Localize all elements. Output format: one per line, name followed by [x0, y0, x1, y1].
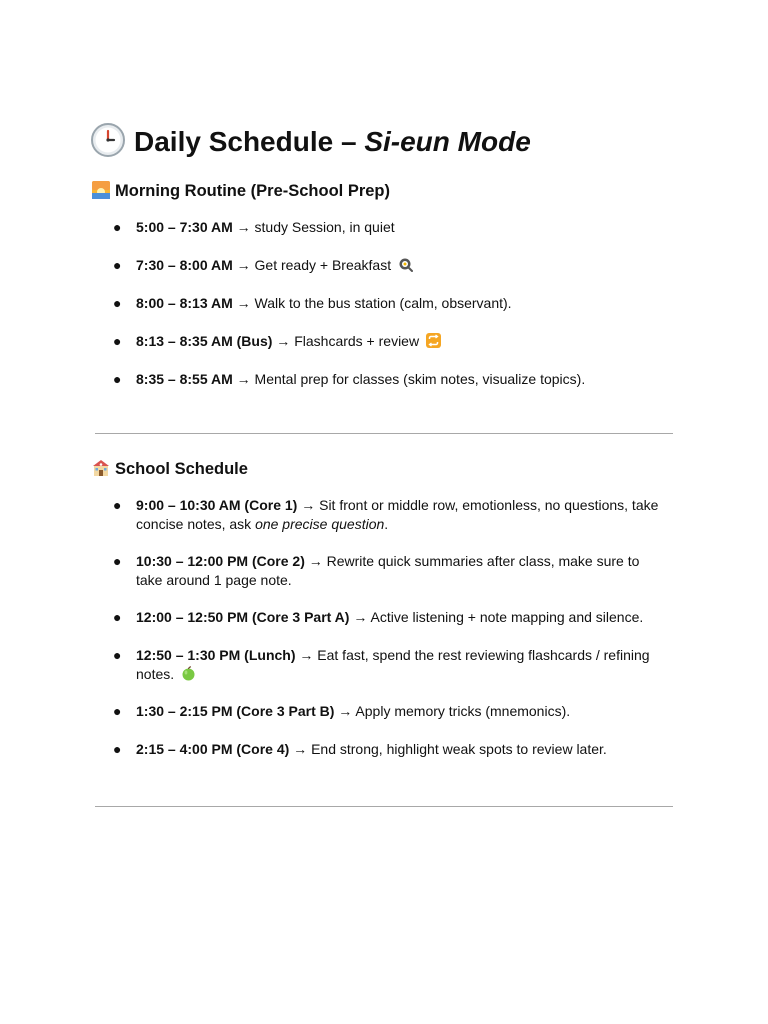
section-divider	[95, 806, 673, 807]
bullet: ●	[113, 497, 122, 513]
morning-list	[0, 218, 768, 389]
list-item: ● 7:30 – 8:00 AM → Get ready + Breakfast	[0, 256, 666, 275]
title-main: Daily Schedule –	[134, 126, 365, 157]
bullet: ●	[113, 647, 122, 663]
sunrise-icon	[92, 181, 110, 199]
bullet: ●	[113, 219, 122, 235]
list-item: ● 9:00 – 10:30 AM (Core 1) → Sit front or middle row, emotionless, no questions, take concise notes, ask one precise question.	[113, 497, 659, 532]
page-title	[90, 122, 531, 161]
school-heading-text: School Schedule	[115, 460, 248, 478]
bullet: ●	[113, 371, 122, 387]
school-heading	[92, 458, 248, 480]
list-item: ● 1:30 – 2:15 PM (Core 3 Part B) → Apply memory tricks (mnemonics).	[113, 703, 571, 719]
bullet: ●	[113, 703, 122, 719]
bullet: ●	[113, 609, 122, 625]
school-list	[0, 496, 768, 759]
repeat-icon	[426, 333, 441, 348]
section-divider	[95, 433, 673, 434]
list-item: ● 2:15 – 4:00 PM (Core 4) → End strong, highlight weak spots to review later.	[113, 741, 607, 757]
list-item: ● 12:00 – 12:50 PM (Core 3 Part A) → Active listening + note mapping and silence.	[113, 609, 644, 625]
bullet: ●	[113, 553, 122, 569]
list-item: ● 8:35 – 8:55 AM → Mental prep for classes (skim notes, visualize topics).	[113, 371, 586, 387]
title-italic: Si-eun Mode	[364, 126, 531, 157]
list-item: ● 8:00 – 8:13 AM → Walk to the bus station (calm, observant).	[113, 295, 512, 311]
green-apple-icon	[181, 666, 196, 681]
morning-heading	[92, 180, 390, 202]
morning-heading-text: Morning Routine (Pre-School Prep)	[115, 182, 390, 200]
bullet: ●	[113, 295, 122, 311]
bullet: ●	[113, 741, 122, 757]
clock-icon	[90, 122, 126, 158]
frying-pan-icon	[398, 257, 413, 272]
bullet: ●	[113, 333, 122, 349]
school-icon	[92, 459, 110, 477]
bullet: ●	[113, 257, 122, 273]
list-item: ● 5:00 – 7:30 AM → study Session, in quiet	[113, 219, 395, 235]
list-item: ● 8:13 – 8:35 AM (Bus) → Flashcards + review	[0, 332, 666, 351]
list-item: ● 10:30 – 12:00 PM (Core 2) → Rewrite quick summaries after class, make sure to take around 1 page note.	[113, 553, 640, 588]
list-item: ● 12:50 – 1:30 PM (Lunch) → Eat fast, spend the rest reviewing flashcards / refining notes.	[113, 647, 650, 682]
